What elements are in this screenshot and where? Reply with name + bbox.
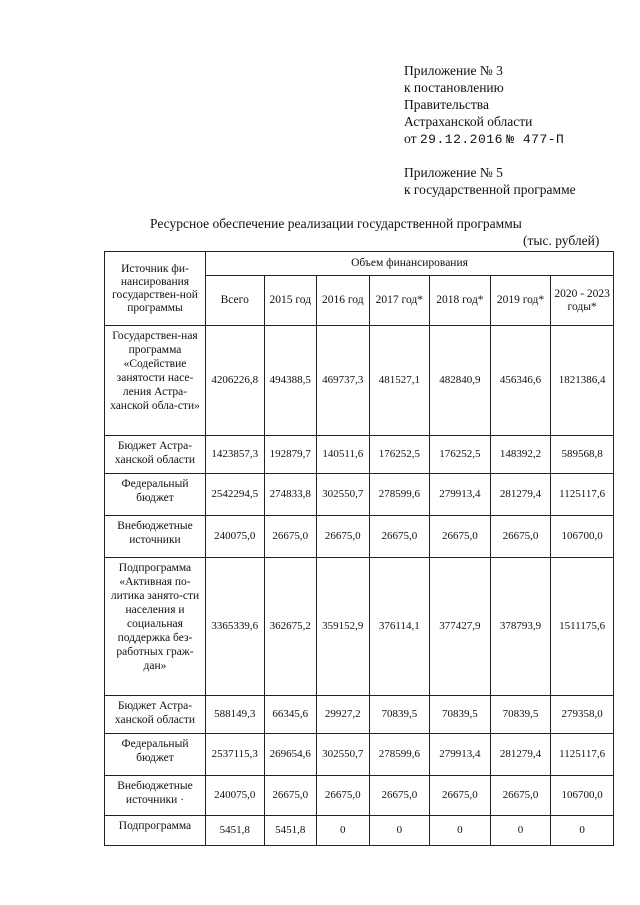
table-row [105, 516, 614, 558]
funding-table [104, 251, 614, 846]
row-value: 1125117,6 [551, 734, 614, 776]
row-source: Подпрограмма «Активная по-литика занято-сти населения и социальная поддержка без-работных граж-дан» [105, 558, 206, 696]
table-row [105, 436, 614, 474]
row-value: 176252,5 [430, 436, 491, 474]
row-value: 1511175,6 [551, 558, 614, 696]
row-value: 240075,0 [205, 776, 264, 816]
table-row [105, 734, 614, 776]
row-value: 106700,0 [551, 776, 614, 816]
row-value: 0 [317, 816, 370, 846]
row-value: 0 [369, 816, 430, 846]
row-value: 274833,8 [264, 474, 317, 516]
row-value: 106700,0 [551, 516, 614, 558]
row-source: Бюджет Астра-ханской области [105, 436, 206, 474]
column-header: 2018 год* [430, 276, 491, 326]
date-prefix: от [404, 131, 417, 146]
annex-3-line: Астраханской области [404, 114, 533, 129]
table-row [105, 558, 614, 696]
column-header: 2016 год [317, 276, 370, 326]
units-label: (тыс. рублей) [523, 233, 600, 248]
row-value: 5451,8 [205, 816, 264, 846]
row-value: 70839,5 [490, 696, 551, 734]
row-value: 456346,6 [490, 326, 551, 436]
row-value: 26675,0 [317, 516, 370, 558]
row-value: 589568,8 [551, 436, 614, 474]
annex-3-date-line [404, 130, 564, 148]
row-value: 66345,6 [264, 696, 317, 734]
row-value: 3365339,6 [205, 558, 264, 696]
row-value: 281279,4 [490, 474, 551, 516]
row-value: 29927,2 [317, 696, 370, 734]
row-value: 26675,0 [490, 776, 551, 816]
annex-3-line: к постановлению [404, 80, 504, 95]
table-row [105, 776, 614, 816]
row-value: 1423857,3 [205, 436, 264, 474]
row-value: 362675,2 [264, 558, 317, 696]
row-value: 279913,4 [430, 474, 491, 516]
row-value: 377427,9 [430, 558, 491, 696]
document-title: Ресурсное обеспечение реализации государственной программы [150, 216, 522, 231]
row-value: 140511,6 [317, 436, 370, 474]
resolution-number: № 477-П [506, 132, 565, 147]
row-value: 148392,2 [490, 436, 551, 474]
row-value: 26675,0 [490, 516, 551, 558]
row-value: 279913,4 [430, 734, 491, 776]
row-value: 469737,3 [317, 326, 370, 436]
row-value: 26675,0 [317, 776, 370, 816]
header-source: Источник фи-нансирования государствен-ной программы [105, 252, 206, 326]
row-value: 302550,7 [317, 734, 370, 776]
row-value: 26675,0 [264, 776, 317, 816]
row-value: 5451,8 [264, 816, 317, 846]
column-header: 2020 - 2023 годы* [551, 276, 614, 326]
row-value: 192879,7 [264, 436, 317, 474]
table-row [105, 696, 614, 734]
row-value: 281279,4 [490, 734, 551, 776]
row-value: 26675,0 [264, 516, 317, 558]
table-row [105, 816, 614, 846]
row-value: 278599,6 [369, 734, 430, 776]
column-header: 2017 год* [369, 276, 430, 326]
row-source: Государствен-ная программа «Содействие занятости насе-ления Астра-ханской обла-сти» [105, 326, 206, 436]
row-value: 0 [551, 816, 614, 846]
row-value: 0 [430, 816, 491, 846]
row-value: 0 [490, 816, 551, 846]
row-value: 26675,0 [369, 516, 430, 558]
row-value: 1125117,6 [551, 474, 614, 516]
row-source: Федеральный бюджет [105, 474, 206, 516]
row-value: 494388,5 [264, 326, 317, 436]
row-value: 240075,0 [205, 516, 264, 558]
row-value: 2542294,5 [205, 474, 264, 516]
row-value: 302550,7 [317, 474, 370, 516]
row-value: 269654,6 [264, 734, 317, 776]
resolution-date: 29.12.2016 [419, 132, 503, 147]
row-value: 2537115,3 [205, 734, 264, 776]
row-value: 26675,0 [430, 776, 491, 816]
row-value: 1821386,4 [551, 326, 614, 436]
row-value: 26675,0 [369, 776, 430, 816]
row-source: Подпрограмма [105, 816, 206, 846]
table-row [105, 474, 614, 516]
column-header: 2019 год* [490, 276, 551, 326]
row-value: 378793,9 [490, 558, 551, 696]
row-value: 482840,9 [430, 326, 491, 436]
row-source: Бюджет Астра-ханской области [105, 696, 206, 734]
row-value: 481527,1 [369, 326, 430, 436]
table-row [105, 326, 614, 436]
annex-3-line: Приложение № 3 [404, 63, 503, 78]
row-value: 359152,9 [317, 558, 370, 696]
header-volume: Объем финансирования [205, 252, 613, 276]
row-value: 376114,1 [369, 558, 430, 696]
row-value: 588149,3 [205, 696, 264, 734]
column-header: Всего [205, 276, 264, 326]
row-value: 26675,0 [430, 516, 491, 558]
annex-5-line: к государственной программе [404, 182, 576, 197]
row-value: 4206226,8 [205, 326, 264, 436]
row-source: Внебюджетные источники [105, 516, 206, 558]
annex-3-block [404, 62, 564, 148]
row-value: 70839,5 [430, 696, 491, 734]
annex-5-line: Приложение № 5 [404, 165, 503, 180]
row-value: 176252,5 [369, 436, 430, 474]
row-value: 278599,6 [369, 474, 430, 516]
row-value: 279358,0 [551, 696, 614, 734]
row-value: 70839,5 [369, 696, 430, 734]
column-header: 2015 год [264, 276, 317, 326]
row-source: Федеральный бюджет [105, 734, 206, 776]
annex-5-block [404, 164, 576, 198]
annex-3-line: Правительства [404, 97, 489, 112]
row-source: Внебюджетные источники · [105, 776, 206, 816]
